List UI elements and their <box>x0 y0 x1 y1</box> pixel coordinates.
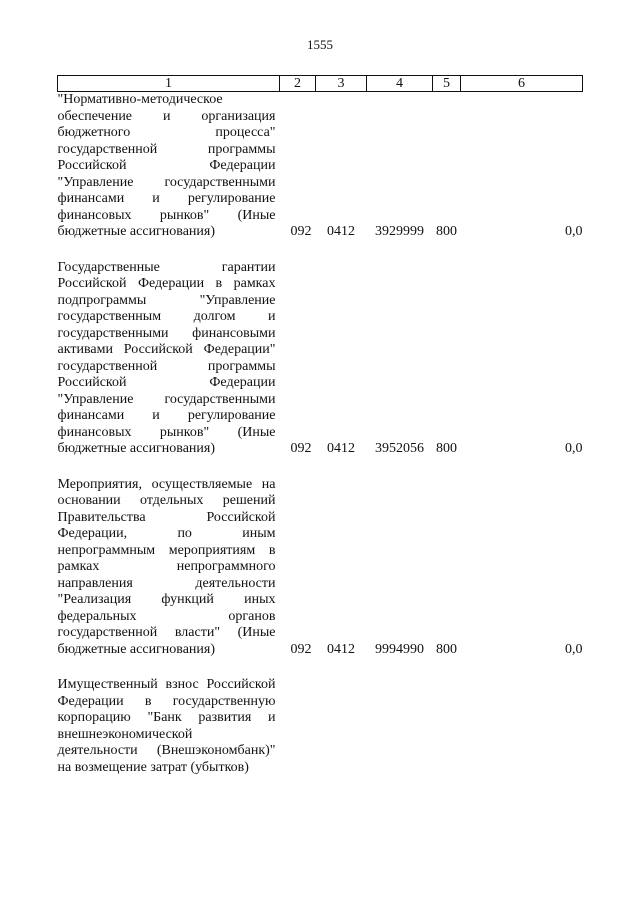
target-code <box>367 677 433 776</box>
ministry-code: 092 <box>290 224 312 239</box>
target-code: 3929999 <box>375 224 424 239</box>
table-header-row <box>58 76 583 92</box>
row-description: Мероприятия, осуществляемые на основании отдельных решений Правительства Российской Федерации, по иным непрограммным мероприятиям в рамках непрограммного направления деятельности "Реализация функций иных федеральных органов государственной власти" (Иные бюджетные ассигнования) <box>57 476 276 657</box>
header-col-4: 4 <box>367 76 433 92</box>
table-row <box>58 92 583 241</box>
ministry-code: 092 <box>290 641 312 657</box>
target-code: 9994990 <box>375 641 424 657</box>
expense-type-code: 800 <box>436 224 457 239</box>
target-code: 3952056 <box>375 441 424 456</box>
row-description: "Нормативно-методическое обеспечение и организация бюджетного процесса" государственной программы Российской Федерации "Управление государственными финансами и регулирование финансовых рынков" (Иные бюджетные ассигнования) <box>57 92 276 239</box>
budget-table <box>57 75 583 776</box>
row-description: Государственные гарантии Российской Федерации в рамках подпрограммы "Управление государственным долгом и государственными финансовыми активами Российской Федерации" государственной программы Российской Федерации "Управление государственными финансами и регулирование финансовых рынков" (Иные бюджетные ассигнования) <box>57 259 276 456</box>
section-code: 0412 <box>327 641 355 657</box>
expense-type-code: 800 <box>436 641 457 657</box>
row-description: Имущественный взнос Российской Федерации в государственную корпорацию "Банк развития и внешнеэкономической деятельности (Внешэкономбанк)" на возмещение затрат (убытков) <box>57 677 276 775</box>
header-col-5: 5 <box>433 76 461 92</box>
expense-type-code <box>433 677 461 776</box>
table-row <box>58 677 583 776</box>
amount: 0,0 <box>565 224 583 239</box>
section-code: 0412 <box>327 441 355 456</box>
table-row <box>58 260 583 458</box>
section-code: 0412 <box>327 224 355 239</box>
ministry-code <box>280 677 316 776</box>
table-row <box>58 477 583 659</box>
ministry-code: 092 <box>290 441 312 456</box>
header-col-3: 3 <box>316 76 367 92</box>
header-col-2: 2 <box>280 76 316 92</box>
section-code <box>316 677 367 776</box>
amount <box>461 677 583 776</box>
expense-type-code: 800 <box>436 441 457 456</box>
page-number: 1555 <box>307 37 333 52</box>
header-col-6: 6 <box>461 76 583 92</box>
header-col-1: 1 <box>58 76 280 92</box>
amount: 0,0 <box>565 641 583 657</box>
amount: 0,0 <box>565 441 583 456</box>
